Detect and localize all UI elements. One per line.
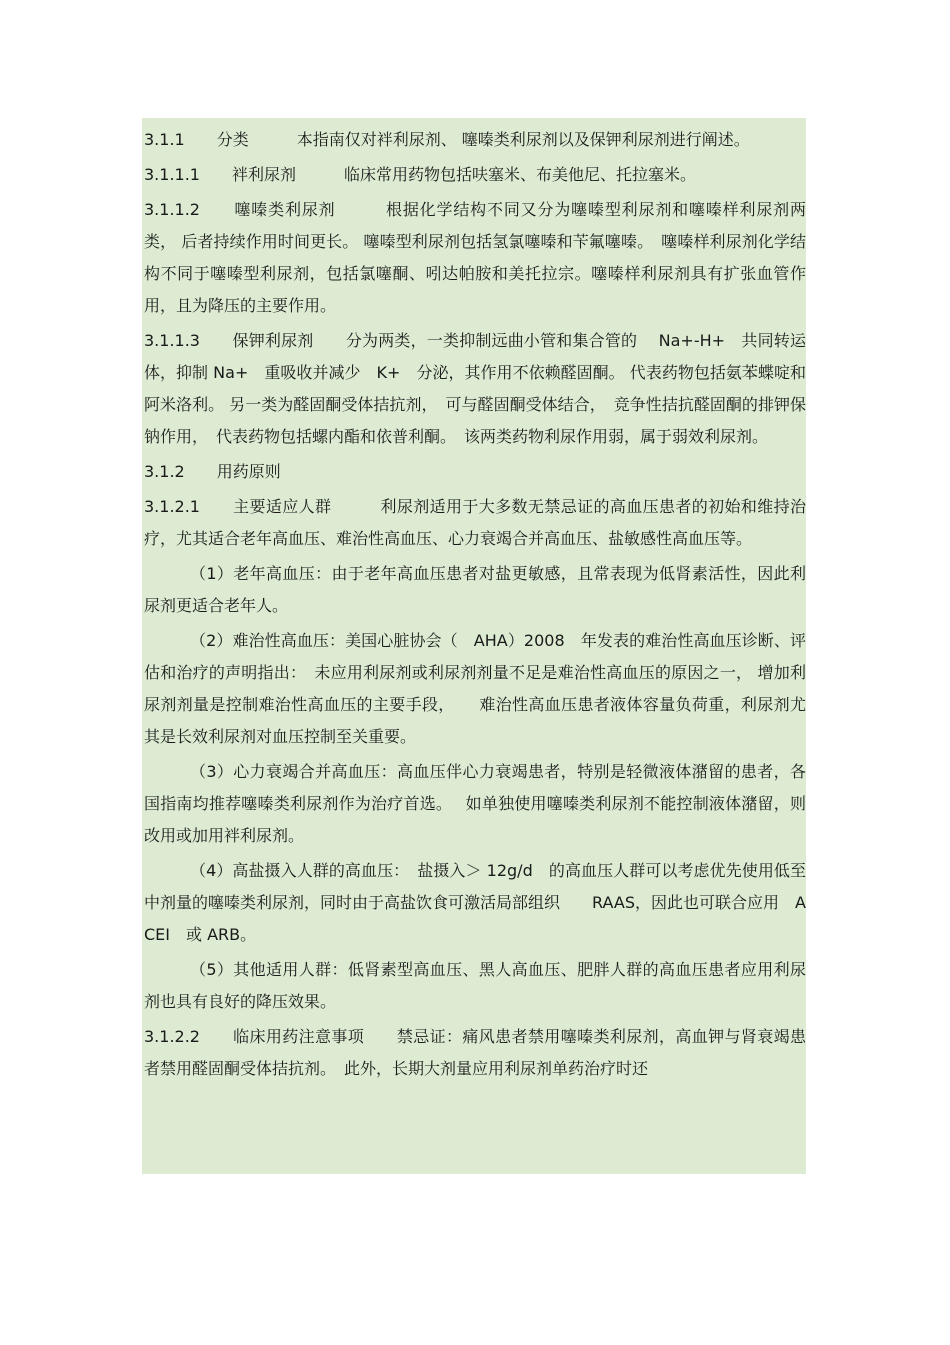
paragraph: 3.1.1 分类 本指南仅对袢利尿剂、 噻嗪类利尿剂以及保钾利尿剂进行阐述。: [144, 130, 750, 149]
paragraph: （4）高盐摄入人群的高血压： 盐摄入＞ 12g/d 的高血压人群可以考虑优先使用低至中剂量的噻嗪类利尿剂，同时由于高盐饮食可激活局部组织 RAAS，因此也可联合应用 ACEI 或 ARB。: [144, 861, 806, 944]
paragraph: 3.1.2.2 临床用药注意事项 禁忌证：痛风患者禁用噻嗪类利尿剂，高血钾与肾衰竭患者禁用醛固酮受体拮抗剂。 此外，长期大剂量应用利尿剂单药治疗时还: [144, 1027, 806, 1078]
document-text-block: [142, 118, 806, 1174]
paragraph: 3.1.1.3 保钾利尿剂 分为两类，一类抑制远曲小管和集合管的 Na+-H+ 共同转运体，抑制 Na+ 重吸收并减少 K+ 分泌，其作用不依赖醛固酮。 代表药物包括氨苯蝶啶和阿米洛利。 另一类为醛固酮受体拮抗剂， 可与醛固酮受体结合， 竞争性拮抗醛固酮的排钾保钠作用， 代表药物包括螺内酯和依普利酮。 该两类药物利尿作用弱，属于弱效利尿剂。: [144, 331, 806, 446]
paragraph: （1）老年高血压：由于老年高血压患者对盐更敏感，且常表现为低肾素活性，因此利尿剂更适合老年人。: [144, 564, 806, 615]
paragraph: （2）难治性高血压：美国心脏协会（ AHA）2008 年发表的难治性高血压诊断、评估和治疗的声明指出： 未应用利尿剂或利尿剂剂量不足是难治性高血压的原因之一， 增加利尿剂剂量是控制难治性高血压的主要手段， 难治性高血压患者液体容量负荷重，利尿剂尤其是长效利尿剂对血压控制至关重要。: [144, 631, 806, 746]
paragraph: 3.1.1.1 袢利尿剂 临床常用药物包括呋塞米、布美他尼、托拉塞米。: [144, 165, 696, 184]
paragraph: 3.1.1.2 噻嗪类利尿剂 根据化学结构不同又分为噻嗪型利尿剂和噻嗪样利尿剂两类， 后者持续作用时间更长。 噻嗪型利尿剂包括氢氯噻嗪和苄氟噻嗪。 噻嗪样利尿剂化学结构不同于噻嗪型利尿剂，包括氯噻酮、吲达帕胺和美托拉宗。噻嗪样利尿剂具有扩张血管作用，且为降压的主要作用。: [144, 200, 806, 315]
paragraph: 3.1.2 用药原则: [144, 462, 281, 481]
paragraph: （5）其他适用人群：低肾素型高血压、黑人高血压、肥胖人群的高血压患者应用利尿剂也具有良好的降压效果。: [144, 960, 806, 1011]
paragraph: （3）心力衰竭合并高血压：高血压伴心力衰竭患者，特别是轻微液体潴留的患者，各国指南均推荐噻嗪类利尿剂作为治疗首选。 如单独使用噻嗪类利尿剂不能控制液体潴留，则改用或加用袢利尿剂。: [144, 762, 806, 845]
paragraph: 3.1.2.1 主要适应人群 利尿剂适用于大多数无禁忌证的高血压患者的初始和维持治疗，尤其适合老年高血压、难治性高血压、心力衰竭合并高血压、盐敏感性高血压等。: [144, 497, 806, 548]
